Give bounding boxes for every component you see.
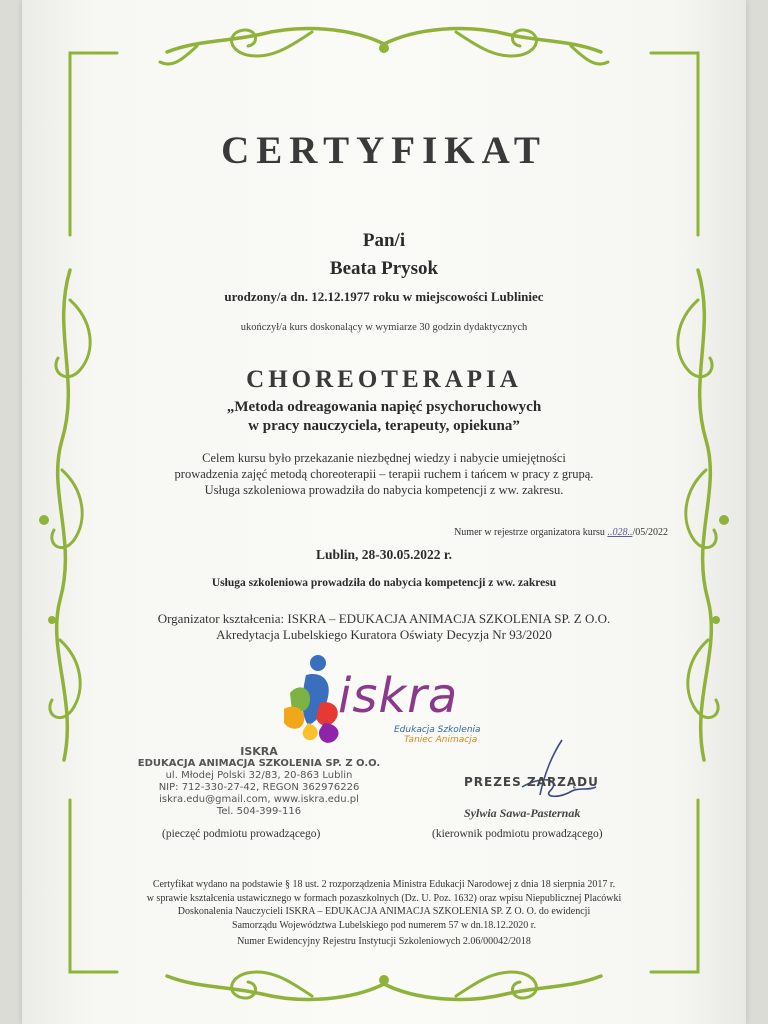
registry-label: Numer w rejestrze organizatora kursu	[454, 527, 605, 538]
certificate-paper	[22, 0, 746, 1024]
recipient-name: Beata Prysok	[329, 258, 439, 279]
signature-name: Sylwia Sawa-Pasternak	[464, 806, 581, 820]
goal-line-2: prowadzenia zajęć metodą choreoterapii – terapii ruchem i tańcem w pracy z grupą.	[174, 467, 594, 481]
salutation: Pan/i	[362, 230, 406, 251]
stamp-caption: (pieczęć podmiotu prowadzącego)	[162, 828, 321, 840]
logo-tagline-1: Edukacja Szkolenia	[394, 725, 481, 735]
place-date: Lublin, 28-30.05.2022 r.	[315, 547, 453, 562]
evidence-number: Numer Ewidencyjny Rejestru Instytucji Szkoleniowych 2.06/00042/2018	[237, 936, 531, 947]
legal-line-4: Samorządu Województwa Lubelskiego pod numerem 57 w dn.18.12.2020 r.	[232, 919, 536, 931]
organizer-line-1: Organizator kształcenia: ISKRA – EDUKACJA ANIMACJA SZKOLENIA SP. Z O.O.	[157, 611, 611, 626]
legal-line-1: Certyfikat wydano na podstawie § 18 ust. 2 rozporządzenia Ministra Edukacji Narodowej z dnia 18 sierpnia 2017 r.	[152, 879, 616, 890]
goal-line-3: Usługa szkoleniowa prowadziła do nabycia kompetencji z ww. zakresu.	[204, 483, 564, 497]
stamp-line-1: ISKRA	[240, 745, 278, 758]
course-goal	[22, 450, 746, 498]
registry-suffix: /05/2022	[632, 527, 668, 538]
signature-title: PREZES ZARZĄDU	[464, 775, 599, 789]
stamp-line-3: ul. Młodej Polski 32/83, 20-863 Lublin	[165, 770, 353, 781]
stamp-line-5: iskra.edu@gmail.com, www.iskra.edu.pl	[159, 794, 359, 805]
signature-caption: (kierownik podmiotu prowadzącego)	[432, 828, 603, 840]
organizer	[22, 611, 746, 643]
logo-wordmark: iskra	[338, 668, 459, 724]
registry-number: ..028..	[607, 527, 633, 538]
goal-line-1: Celem kursu było przekazanie niezbędnej wiedzy i nabycie umiejętności	[202, 451, 566, 465]
stamp-line-6: Tel. 504-399-116	[216, 806, 302, 817]
handwritten-signature	[492, 735, 612, 805]
service-line: Usługa szkoleniowa prowadziła do nabycia kompetencji z ww. zakresu	[211, 577, 557, 589]
stamp-line-2: EDUKACJA ANIMACJA SZKOLENIA SP. Z O.O.	[137, 758, 381, 769]
legal-line-2: w sprawie kształcenia ustawicznego w formach pozaszkolnych (Dz. U. Poz. 1632) oraz wpisu Niepublicznej Placówki	[146, 892, 622, 904]
course-subtitle	[22, 398, 746, 436]
completion-line: ukończył/a kurs doskonalący w wymiarze 30 godzin dydaktycznych	[240, 322, 528, 333]
company-stamp	[134, 746, 384, 818]
birth-line: urodzony/a dn. 12.12.1977 roku w miejscowości Lubliniec	[224, 289, 544, 304]
stamp-line-4: NIP: 712-330-27-42, REGON 362976226	[158, 782, 360, 793]
organizer-line-2: Akredytacja Lubelskiego Kuratora Oświaty Decyzja Nr 93/2020	[216, 627, 552, 642]
legal-basis	[22, 878, 746, 932]
course-subtitle-line-1: „Metoda odreagowania napięć psychoruchowych	[226, 399, 542, 415]
course-subtitle-line-2: w pracy nauczyciela, terapeuty, opiekuna”	[248, 418, 520, 434]
course-name: CHOREOTERAPIA	[246, 366, 522, 393]
registry-number-line	[454, 527, 668, 538]
legal-line-3: Doskonalenia Nauczycieli ISKRA – EDUKACJA ANIMACJA SZKOLENIA SP. Z O. O. do ewidencji	[177, 906, 591, 917]
certificate-title: CERTYFIKAT	[221, 129, 547, 172]
logo-tagline-2: Taniec Animacja	[404, 735, 478, 745]
